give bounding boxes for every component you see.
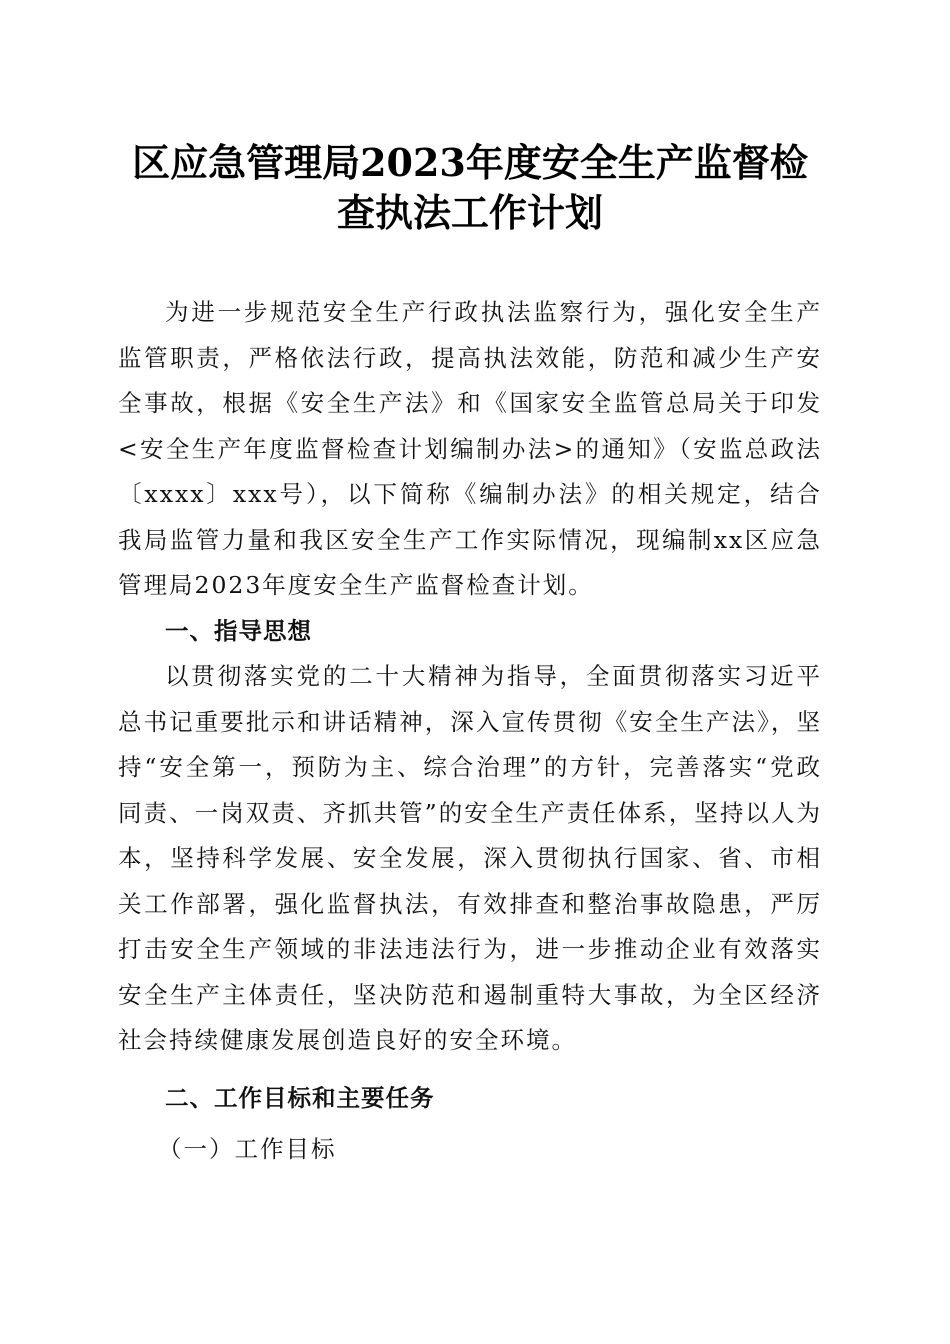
document-title: 区应急管理局2023年度安全生产监督检查执法工作计划: [132, 140, 808, 235]
guiding-ideology-paragraph: 以贯彻落实党的二十大精神为指导，全面贯彻落实习近平总书记重要批示和讲话精神，深入宣传贯彻《安全生产法》，坚持“安全第一，预防为主、综合治理”的方针，完善落实“党政同责、一岗双责、齐抓共管”的安全生产责任体系，坚持以人为本，坚持科学发展、安全发展，深入贯彻执行国家、省、市相关工作部署，强化监督执法，有效排查和整治事故隐患，严厉打击安全生产领域的非法违法行为，进一步推动企业有效落实安全生产主体责任，坚决防范和遏制重特大事故，为全区经济社会持续健康发展创造良好的安全环境。: [118, 662, 822, 1054]
section-heading-goals-tasks: 二、工作目标和主要任务: [165, 1083, 435, 1112]
section-heading-guiding-ideology: 一、指导思想: [165, 616, 312, 645]
subheading-work-goals: （一）工作目标: [158, 1135, 337, 1163]
intro-paragraph: 为进一步规范安全生产行政执法监察行为，强化安全生产监管职责，严格依法行政，提高执法效能，防范和减少生产安全事故，根据《安全生产法》和《国家安全监管总局关于印发<安全生产年度监督检查计划编制办法>的通知》（安监总政法〔xxxx〕xxx号），以下简称《编制办法》的相关规定，结合我局监管力量和我区安全生产工作实际情况，现编制xx区应急管理局2023年度安全生产监督检查计划。: [118, 298, 822, 599]
